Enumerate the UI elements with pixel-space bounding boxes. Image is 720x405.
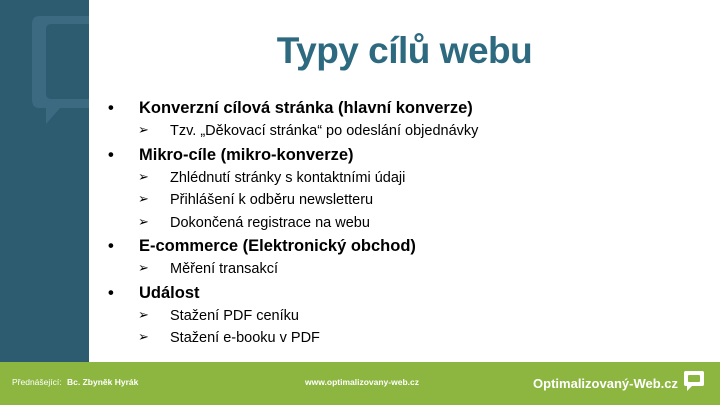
sub-bullet xyxy=(108,167,708,190)
website-url: www.optimalizovany-web.cz xyxy=(305,377,419,387)
sub-bullet-label: Zhlédnutí stránky s kontaktními údaji xyxy=(170,169,406,186)
bullet-list xyxy=(108,96,708,350)
sub-bullet xyxy=(108,189,708,212)
side-band xyxy=(0,0,89,362)
brand-logo xyxy=(533,371,706,395)
sub-bullet xyxy=(108,327,708,350)
arrow-icon: ➢ xyxy=(138,261,149,276)
sub-bullet xyxy=(108,120,708,143)
speech-bubble-watermark-icon xyxy=(0,0,89,362)
list-item xyxy=(108,234,708,281)
list-item xyxy=(108,143,708,235)
arrow-icon: ➢ xyxy=(138,307,149,323)
sub-bullet-label: Tzv. „Děkovací stránka“ po odeslání objednávky xyxy=(170,123,479,139)
arrow-icon: ➢ xyxy=(138,123,149,138)
main-bullet xyxy=(108,281,708,305)
arrow-icon: ➢ xyxy=(138,330,149,345)
bullet-icon: • xyxy=(108,237,114,255)
list-item xyxy=(108,281,708,350)
sub-list xyxy=(108,120,708,143)
presenter xyxy=(12,377,138,387)
main-bullet xyxy=(108,143,708,167)
main-bullet-label: E-commerce (Elektronický obchod) xyxy=(139,237,416,255)
bullet-icon: • xyxy=(108,283,114,302)
main-bullet xyxy=(108,234,708,258)
presenter-name: Bc. Zbyněk Hyrák xyxy=(67,377,139,387)
sub-bullet xyxy=(108,212,708,235)
brand-name: Optimalizovaný-Web.cz xyxy=(533,375,678,391)
slide-title: Typy cílů webu xyxy=(276,30,533,71)
sub-bullet-label: Měření transakcí xyxy=(170,261,278,277)
sub-list xyxy=(108,305,708,350)
main-bullet-label: Událost xyxy=(139,283,200,302)
presenter-label: Přednášející: xyxy=(12,377,62,387)
list-item xyxy=(108,96,708,143)
arrow-icon: ➢ xyxy=(138,214,149,230)
arrow-icon: ➢ xyxy=(138,169,149,185)
arrow-icon: ➢ xyxy=(138,192,149,207)
sub-bullet xyxy=(108,258,708,281)
sub-bullet-label: Stažení PDF ceníku xyxy=(170,307,299,324)
sub-bullet-label: Přihlášení k odběru newsletteru xyxy=(170,192,374,208)
footer-bar xyxy=(0,362,720,405)
sub-bullet xyxy=(108,305,708,328)
sub-bullet-label: Stažení e-booku v PDF xyxy=(170,330,320,346)
sub-list xyxy=(108,167,708,235)
bullet-icon: • xyxy=(108,145,114,164)
main-bullet-label: Konverzní cílová stránka (hlavní konverze) xyxy=(139,99,473,117)
sub-list xyxy=(108,258,708,281)
bullet-icon: • xyxy=(108,99,114,117)
speech-bubble-icon xyxy=(682,369,706,398)
main-bullet-label: Mikro-cíle (mikro-konverze) xyxy=(139,145,354,164)
sub-bullet-label: Dokončená registrace na webu xyxy=(170,214,370,231)
main-bullet xyxy=(108,96,708,120)
